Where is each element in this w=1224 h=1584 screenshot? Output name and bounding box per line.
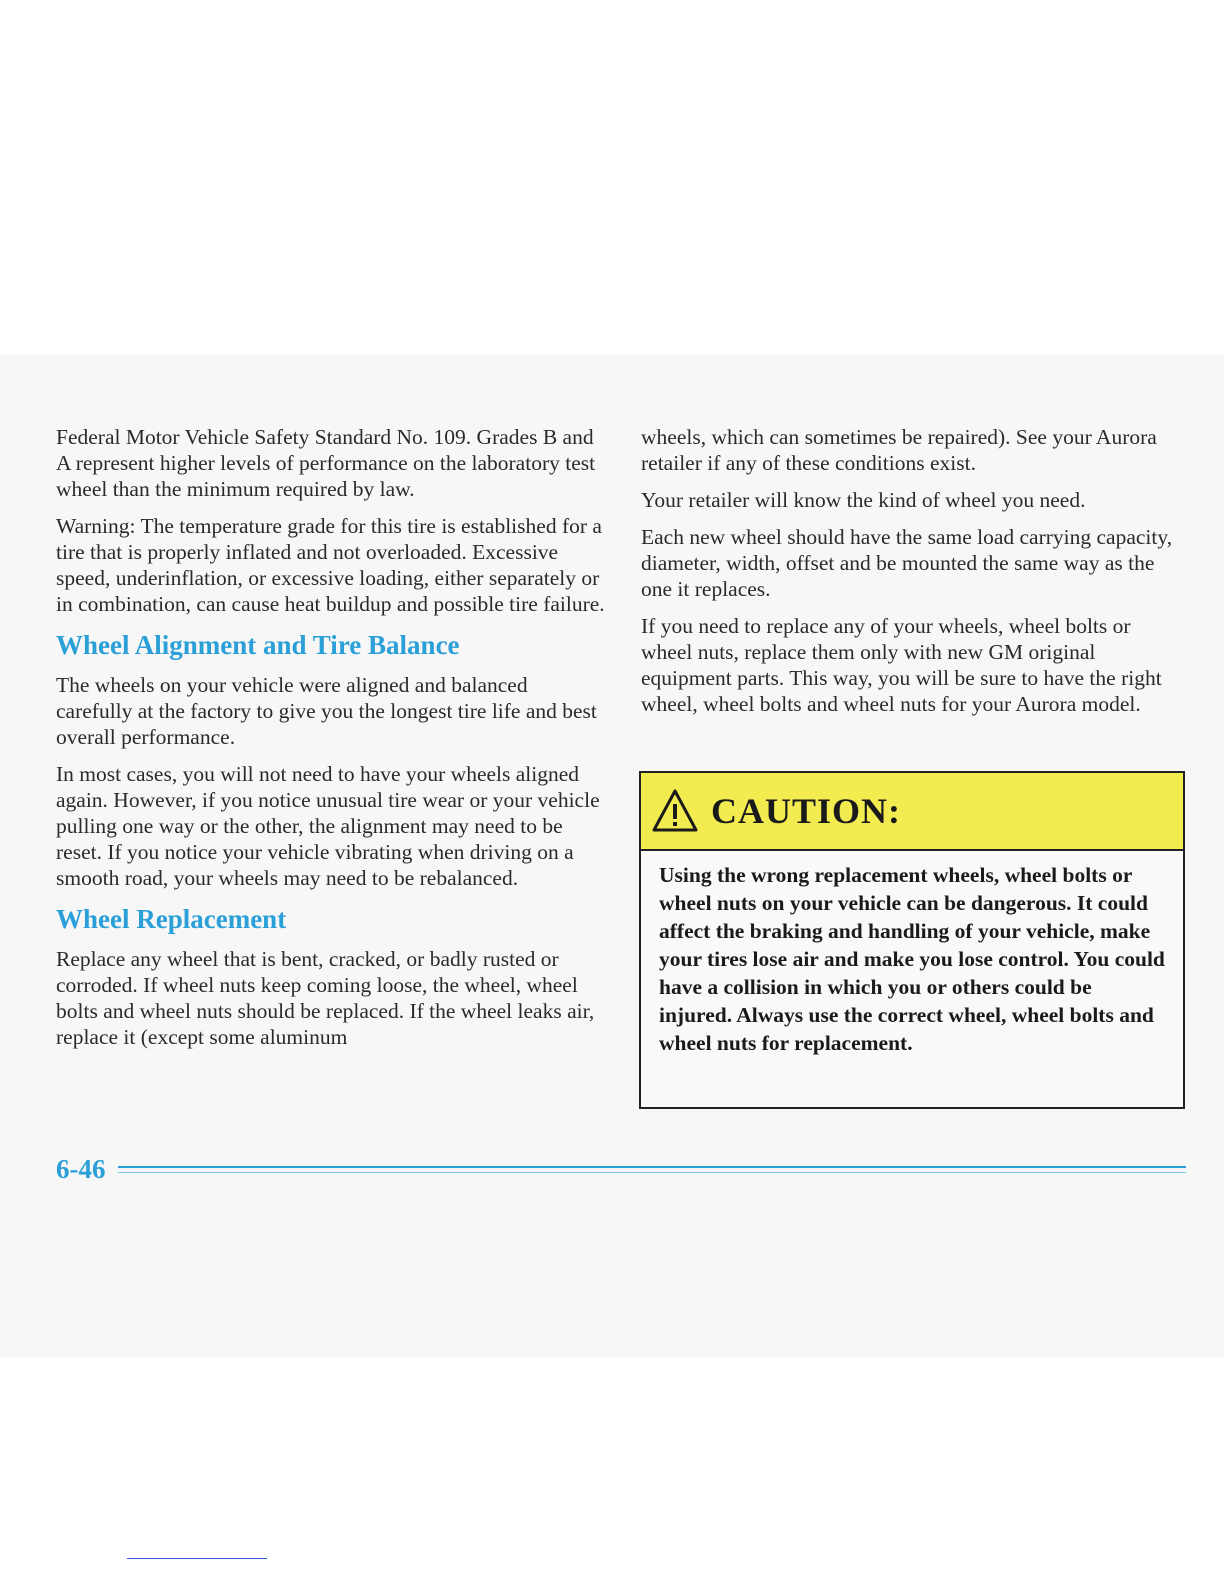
caution-header	[641, 773, 1183, 851]
heading-wheel-replacement: Wheel Replacement	[56, 904, 287, 934]
page-footer	[56, 1150, 1186, 1190]
warning-triangle-icon	[651, 788, 699, 834]
paragraph-repaired-wheels: wheels, which can sometimes be repaired). See your Aurora retailer if any of these conditions exist.	[641, 425, 1157, 475]
caution-title: CAUTION:	[711, 791, 902, 831]
heading-wheel-alignment: Wheel Alignment and Tire Balance	[56, 630, 460, 660]
left-column	[56, 424, 606, 1061]
paragraph-grades: Federal Motor Vehicle Safety Standard No. 109. Grades B and A represent higher levels of performance on the laboratory test wheel than the minimum required by law.	[56, 425, 596, 501]
paragraph-alignment-factory: The wheels on your vehicle were aligned and balanced carefully at the factory to give you the longest tire life and best overall performance.	[56, 673, 597, 749]
paragraph-replace-wheel: Replace any wheel that is bent, cracked, or badly rusted or corroded. If wheel nuts keep coming loose, the wheel, wheel bolts and wheel nuts should be replaced. If the wheel leaks air, replace it (except some aluminum	[56, 947, 595, 1049]
right-column	[641, 424, 1186, 728]
caution-box	[639, 771, 1185, 1109]
footer-rule-thin	[118, 1172, 1186, 1173]
paragraph-same-load: Each new wheel should have the same load carrying capacity, diameter, width, offset and be mounted the same way as the one it replaces.	[641, 525, 1173, 601]
footer-rule	[118, 1166, 1186, 1168]
paragraph-temperature-warning: Warning: The temperature grade for this tire is established for a tire that is properly inflated and not overloaded. Excessive speed, underinflation, or excessive loading, either separately or in combination, can cause heat buildup and possible tire failure.	[56, 514, 605, 616]
page-number: 6-46	[56, 1154, 106, 1184]
paragraph-retailer-knows: Your retailer will know the kind of wheel you need.	[641, 488, 1086, 512]
caution-text: Using the wrong replacement wheels, wheel bolts or wheel nuts on your vehicle can be dangerous. It could affect the braking and handling of your vehicle, make your tires lose air and make you lose control. You could have a collision in which you or others could be injured. Always use the correct wheel, wheel bolts and wheel nuts for replacement.	[659, 863, 1165, 1055]
paragraph-gm-parts: If you need to replace any of your wheels, wheel bolts or wheel nuts, replace them only with new GM original equipment parts. This way, you will be sure to have the right wheel, wheel bolts and wheel nuts for your Aurora model.	[641, 614, 1162, 716]
bottom-divider	[127, 1558, 267, 1559]
paragraph-alignment-reset: In most cases, you will not need to have your wheels aligned again. However, if you notice unusual tire wear or your vehicle pulling one way or the other, the alignment may need to be reset. If you notice your vehicle vibrating when driving on a smooth road, your wheels may need to be rebalanced.	[56, 762, 600, 890]
